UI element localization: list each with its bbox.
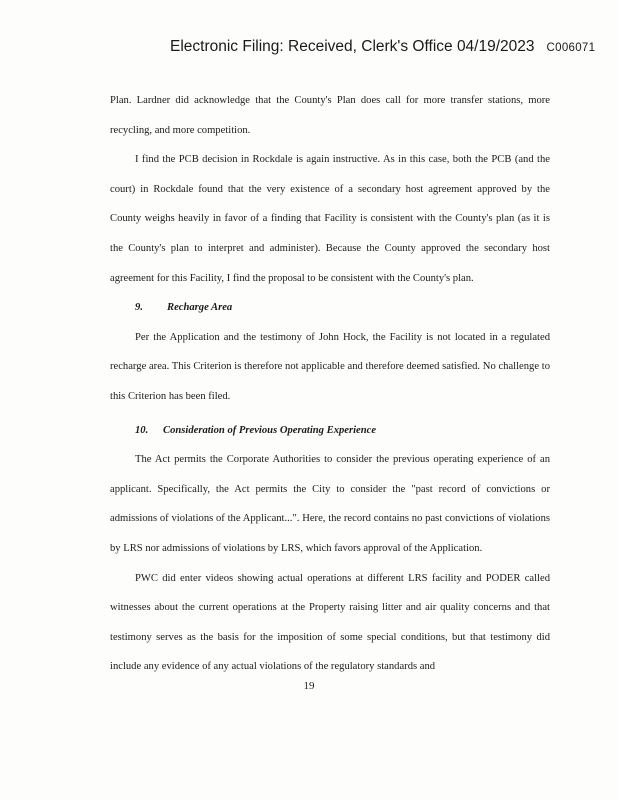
page-number: 19	[303, 680, 315, 692]
paragraph-5: PWC did enter videos showing actual operations at different LRS facility and PODER called witnesses about the current operations at the Property raising litter and air quality concerns and that testimony serves as the basis for the imposition of some special conditions, but that testimony did include any evidence of any actual violations of the regulatory standards and	[110, 572, 550, 673]
body-text	[110, 86, 550, 682]
paragraph-1: Plan. Lardner did acknowledge that the County's Plan does call for more transfer stations, more recycling, and more competition.	[110, 95, 550, 136]
paragraph-3: Per the Application and the testimony of John Hock, the Facility is not located in a regulated recharge area. This Criterion is therefore not applicable and therefore deemed satisfied. No challenge to this Criterion has been filed.	[110, 331, 550, 402]
section-heading-10	[110, 416, 550, 446]
section-number: 10.	[135, 424, 149, 436]
section-title: Consideration of Previous Operating Experience	[163, 424, 377, 436]
section-title: Recharge Area	[167, 302, 233, 314]
section-number: 9.	[135, 302, 143, 314]
section-heading-9	[110, 293, 550, 323]
paragraph-4: The Act permits the Corporate Authorities to consider the previous operating experience of an applicant. Specifically, the Act permits the City to consider the "past record of convictions or admissions of violations of the Applicant...". Here, the record contains no past convictions of violations by LRS nor admissions of violations by LRS, which favors approval of the Application.	[110, 454, 550, 554]
document-code: C006071	[546, 42, 596, 54]
filing-stamp: Electronic Filing: Received, Clerk's Office 04/19/2023	[170, 38, 535, 55]
filing-header	[170, 38, 600, 56]
paragraph-2: I find the PCB decision in Rockdale is again instructive. As in this case, both the PCB (and the court) in Rockdale found that the very existence of a secondary host agreement approved by the County weighs heavily in favor of a finding that Facility is consistent with the County's plan (as it is the County's plan to interpret and administer). Because the County approved the secondary host agreement for this Facility, I find the proposal to be consistent with the County's plan.	[110, 154, 550, 284]
